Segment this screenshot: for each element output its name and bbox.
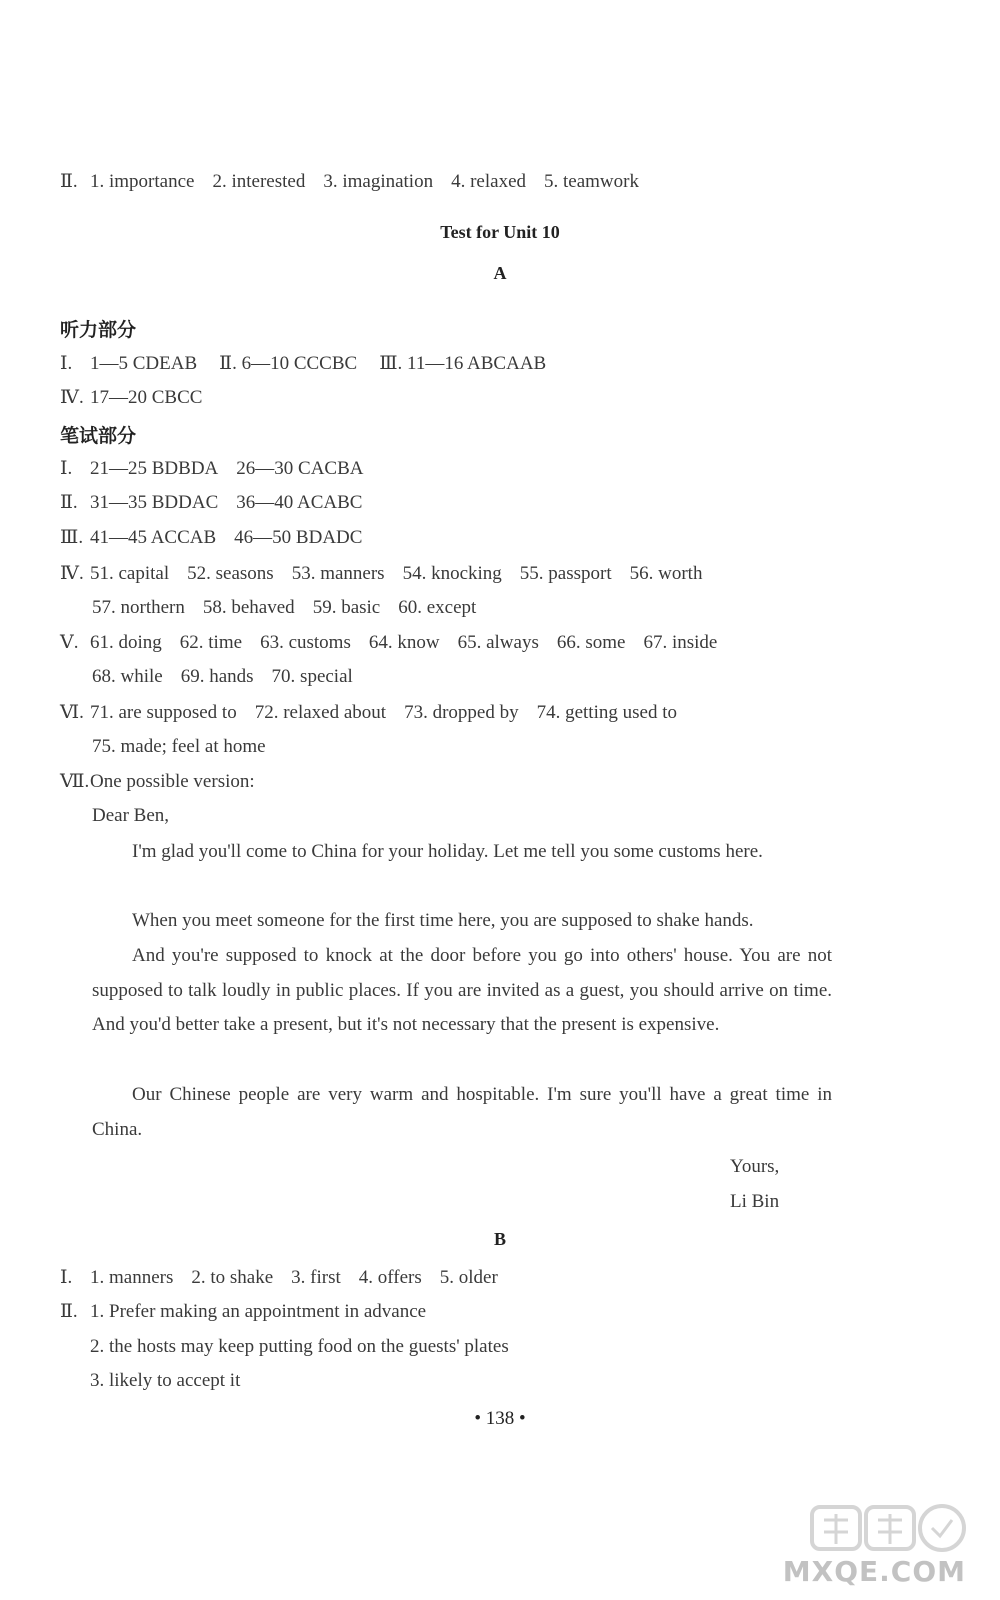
answer-item: 26—30 CACBA bbox=[236, 458, 364, 479]
letter-closing: Yours, bbox=[730, 1156, 780, 1177]
answer-item: 46—50 BDADC bbox=[234, 527, 363, 548]
section-b-answer-line bbox=[60, 1266, 498, 1290]
answer-item: 73. dropped by bbox=[404, 702, 519, 723]
listening-section-title: 听力部分 bbox=[60, 319, 137, 341]
answer-item: 66. some bbox=[556, 632, 626, 653]
roman-numeral: Ⅱ. bbox=[60, 1301, 78, 1322]
answer-item: 6—10 CCCBC bbox=[241, 353, 358, 374]
answer-item: 1—5 CDEAB bbox=[90, 353, 198, 374]
answer-item: 5. older bbox=[439, 1267, 498, 1288]
section-b-answer-line: 2. the hosts may keep putting food on the guests' plates bbox=[90, 1336, 509, 1357]
answer-item: 64. know bbox=[368, 632, 440, 653]
answer-item: 65. always bbox=[457, 632, 539, 653]
answer-item: 1. manners bbox=[90, 1267, 174, 1288]
section-b-answer-line: 3. likely to accept it bbox=[90, 1370, 241, 1391]
answer-item: 4. relaxed bbox=[451, 171, 526, 192]
answer-item: 5. teamwork bbox=[544, 171, 639, 192]
roman-numeral: Ⅰ. bbox=[60, 1267, 73, 1288]
answer-item: 36—40 ACABC bbox=[236, 492, 363, 513]
roman-numeral: Ⅱ. bbox=[60, 492, 78, 513]
watermark-text: MXQE.COM bbox=[782, 1555, 966, 1588]
section-b-answer-line bbox=[60, 1300, 426, 1324]
answer-item: 1. Prefer making an appointment in advance bbox=[90, 1301, 427, 1322]
letter-paragraph: When you meet someone for the first time here, you are supposed to shake hands. bbox=[132, 910, 754, 931]
roman-numeral: Ⅱ. bbox=[219, 353, 237, 374]
essay-intro: One possible version: bbox=[90, 771, 255, 792]
writing-answer-line bbox=[60, 701, 677, 725]
writing-section-title: 笔试部分 bbox=[60, 425, 137, 447]
writing-answer-line bbox=[92, 735, 266, 759]
answer-item: 17—20 CBCC bbox=[90, 387, 203, 408]
answer-item: 67. inside bbox=[643, 632, 718, 653]
listening-answer-line bbox=[60, 352, 546, 376]
answer-item: 2. to shake bbox=[191, 1267, 274, 1288]
answer-item: 68. while bbox=[92, 666, 163, 687]
roman-numeral: Ⅳ. bbox=[60, 387, 84, 408]
letter-paragraph: I'm glad you'll come to China for your holiday. Let me tell you some customs here. bbox=[132, 841, 763, 862]
answer-item: 3. imagination bbox=[323, 171, 434, 192]
answer-item: 72. relaxed about bbox=[254, 702, 387, 723]
roman-numeral: Ⅴ. bbox=[60, 632, 79, 653]
section-a-label: A bbox=[493, 263, 507, 283]
answer-item: 52. seasons bbox=[187, 563, 274, 584]
roman-numeral: Ⅰ. bbox=[60, 353, 73, 374]
writing-answer-line bbox=[92, 665, 353, 689]
letter-greeting: Dear Ben, bbox=[92, 805, 170, 826]
section-b-label: B bbox=[493, 1229, 506, 1249]
writing-answer-line bbox=[60, 770, 255, 794]
answer-item: 53. manners bbox=[291, 563, 385, 584]
answer-item: 1. importance bbox=[90, 171, 195, 192]
answer-item: 56. worth bbox=[629, 563, 703, 584]
answer-item: 75. made; feel at home bbox=[92, 736, 266, 757]
answer-item: 63. customs bbox=[260, 632, 351, 653]
answer-item: 51. capital bbox=[90, 563, 170, 584]
writing-answer-line bbox=[60, 631, 717, 655]
answer-item: 54. knocking bbox=[402, 563, 502, 584]
answer-item: 71. are supposed to bbox=[90, 702, 237, 723]
roman-numeral: Ⅶ. bbox=[60, 771, 90, 792]
answer-item: 21—25 BDBDA bbox=[90, 458, 219, 479]
answer-item: 57. northern bbox=[92, 597, 185, 618]
listening-answer-line bbox=[60, 386, 202, 410]
writing-answer-line bbox=[60, 562, 702, 586]
letter-paragraph: And you're supposed to knock at the door before you go into others' house. You are not supposed to talk loudly in public places. If you are invited as a guest, you should arrive on time. And you'd better take a present, but it's not necessary that the present is expensive. bbox=[92, 945, 832, 1035]
roman-numeral: Ⅰ. bbox=[60, 458, 73, 479]
top-answer-line bbox=[60, 170, 639, 194]
letter-paragraph: Our Chinese people are very warm and hospitable. I'm sure you'll have a great time in China. bbox=[92, 1084, 832, 1140]
letter-signature: Li Bin bbox=[730, 1191, 780, 1212]
answer-item: 59. basic bbox=[312, 597, 381, 618]
answer-item: 74. getting used to bbox=[536, 702, 677, 723]
answer-item: 4. offers bbox=[358, 1267, 422, 1288]
page-number: • 138 • bbox=[474, 1408, 526, 1429]
roman-numeral: Ⅱ. bbox=[60, 171, 78, 192]
roman-numeral: Ⅳ. bbox=[60, 563, 84, 584]
answer-item: 31—35 BDDAC bbox=[90, 492, 219, 513]
roman-numeral: Ⅲ. bbox=[379, 353, 403, 374]
answer-item: 60. except bbox=[398, 597, 477, 618]
writing-answer-line bbox=[60, 491, 362, 515]
writing-answer-line bbox=[60, 457, 363, 481]
writing-answer-line bbox=[92, 596, 476, 620]
answer-item: 2. interested bbox=[212, 171, 306, 192]
answer-item: 41—45 ACCAB bbox=[90, 527, 217, 548]
answer-item: 69. hands bbox=[180, 666, 254, 687]
answer-item: 58. behaved bbox=[202, 597, 295, 618]
answer-item: 3. first bbox=[291, 1267, 341, 1288]
answer-item: 70. special bbox=[271, 666, 353, 687]
writing-answer-line bbox=[60, 526, 362, 550]
answer-item: 11—16 ABCAAB bbox=[407, 353, 547, 374]
roman-numeral: Ⅵ. bbox=[60, 702, 84, 723]
roman-numeral: Ⅲ. bbox=[60, 527, 84, 548]
answer-item: 61. doing bbox=[90, 632, 162, 653]
answer-item: 62. time bbox=[179, 632, 243, 653]
answer-item: 55. passport bbox=[519, 563, 612, 584]
test-title: Test for Unit 10 bbox=[440, 222, 560, 242]
